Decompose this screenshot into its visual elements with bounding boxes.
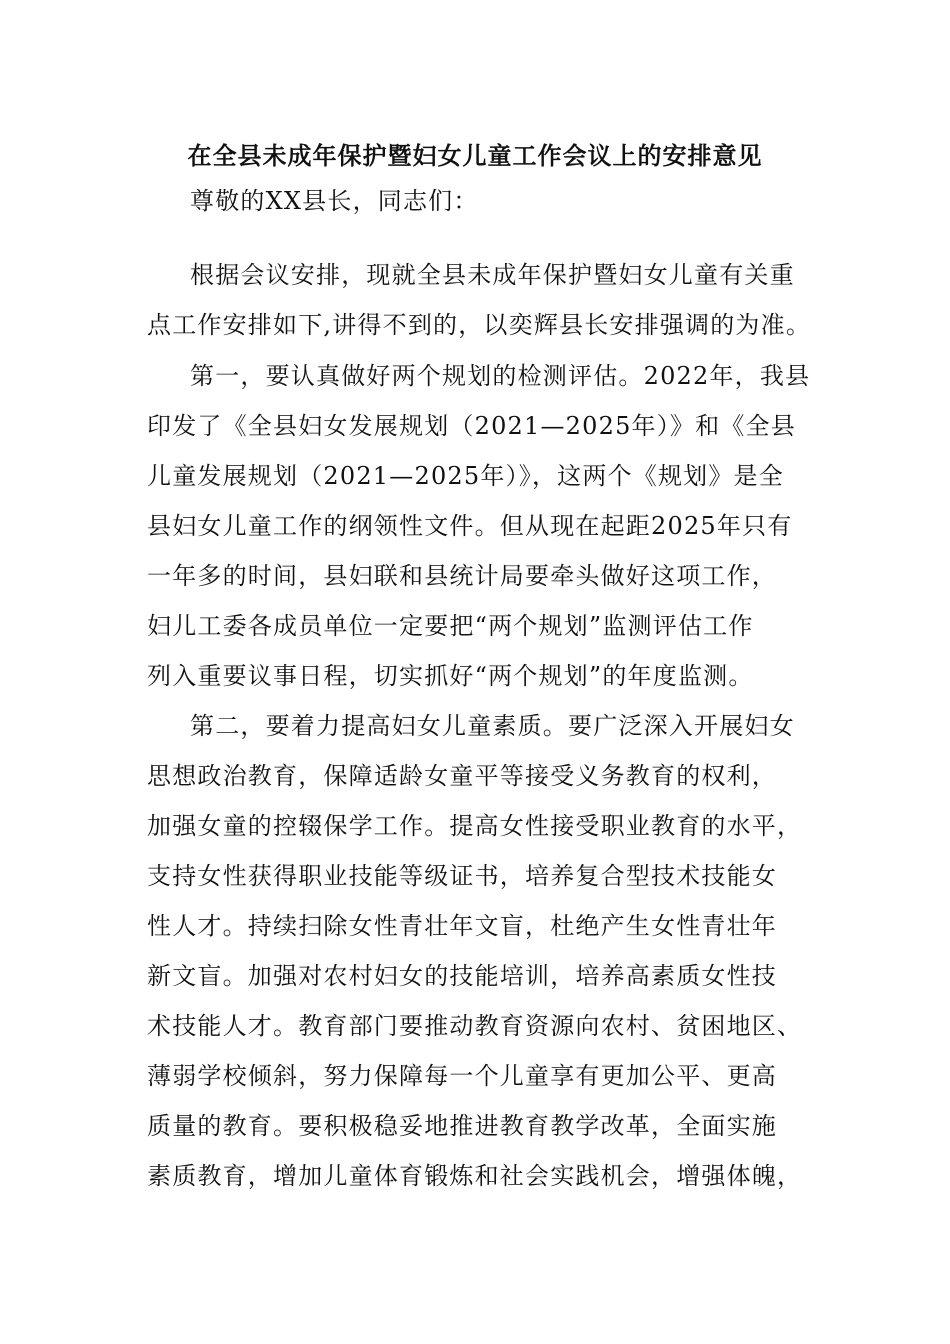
body-line: 支持女性获得职业技能等级证书，培养复合型技术技能女 <box>147 862 777 890</box>
body-line: 加强女童的控辍保学工作。提高女性接受职业教育的水平， <box>147 812 803 840</box>
body-line: 点工作安排如下,讲得不到的，以奕辉县长安排强调的为准。 <box>147 311 812 339</box>
document-title: 在全县未成年保护暨妇女儿童工作会议上的安排意见 <box>187 141 763 170</box>
body-line: 妇儿工委各成员单位一定要把“两个规划”监测评估工作 <box>147 612 754 640</box>
body-line: 一年多的时间，县妇联和县统计局要牵头做好这项工作， <box>147 562 777 590</box>
body-line: 术技能人才。教育部门要推动教育资源向农村、贫困地区、 <box>147 1012 803 1040</box>
body-line: 第二，要着力提高妇女儿童素质。要广泛深入开展妇女 <box>190 712 795 740</box>
body-line: 根据会议安排，现就全县未成年保护暨妇女儿童有关重 <box>190 261 795 289</box>
body-line: 薄弱学校倾斜，努力保障每一个儿童享有更加公平、更高 <box>147 1062 777 1090</box>
salutation-line: 尊敬的XX县长，同志们： <box>190 187 479 215</box>
body-line: 列入重要议事日程，切实抓好“两个规划”的年度监测。 <box>147 662 754 690</box>
body-line: 思想政治教育，保障适龄女童平等接受义务教育的权利， <box>147 762 777 790</box>
body-line: 儿童发展规划（2021—2025年）》，这两个《规划》是全 <box>147 462 784 490</box>
body-line: 新文盲。加强对农村妇女的技能培训，培养高素质女性技 <box>147 962 777 990</box>
body-line: 印发了《全县妇女发展规划（2021—2025年）》和《全县 <box>147 412 796 440</box>
body-line: 质量的教育。要积极稳妥地推进教育教学改革，全面实施 <box>147 1112 777 1140</box>
body-line: 县妇女儿童工作的纲领性文件。但从现在起距2025年只有 <box>147 512 793 540</box>
body-line: 性人才。持续扫除女性青壮年文盲，杜绝产生女性青壮年 <box>147 912 777 940</box>
body-line: 素质教育，增加儿童体育锻炼和社会实践机会，增强体魄， <box>147 1162 803 1190</box>
body-line: 第一，要认真做好两个规划的检测评估。2022年，我县 <box>190 362 811 390</box>
